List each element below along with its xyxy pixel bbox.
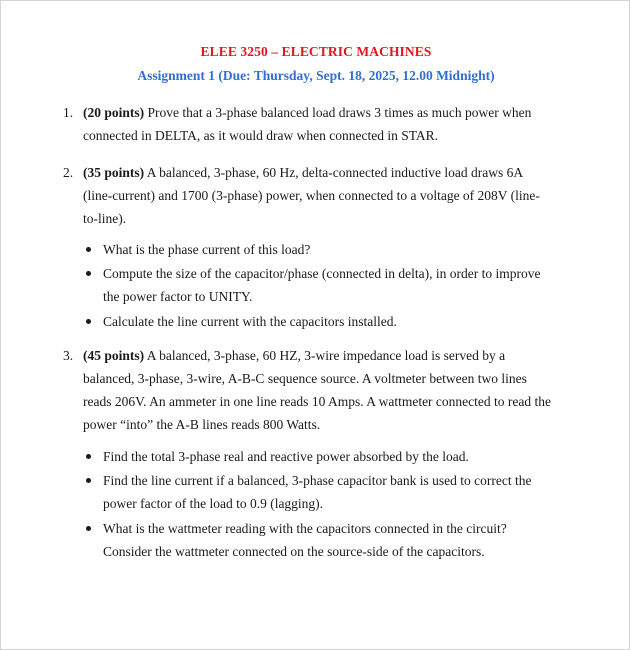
list-item-text: What is the phase current of this load? [103,242,311,257]
list-item-text: Calculate the line current with the capacitors installed. [103,314,397,329]
question-body: A balanced, 3-phase, 60 Hz, delta-connected inductive load draws 6A (line-current) and 1700 (3-phase) power, when connected to a voltage of 208V (line-to-line). [83,165,540,226]
document-title: ELEE 3250 – ELECTRIC MACHINES [200,44,432,59]
bullet-icon [86,271,91,276]
question-text [83,344,553,436]
bullet-icon [86,478,91,483]
list-item-text: Find the line current if a balanced, 3-phase capacitor bank is used to correct the power factor of the load to 0.9 (lagging). [103,473,532,511]
question-number: 3. [63,348,74,363]
bullet-icon [86,247,91,252]
assignment-subtitle: Assignment 1 (Due: Thursday, Sept. 18, 2025, 12.00 Midnight) [137,68,495,83]
bullet-icon [86,454,91,459]
question-points: (35 points) [83,165,145,180]
bullet-icon [86,319,91,324]
list-item-text: Compute the size of the capacitor/phase (connected in delta), in order to improve the power factor to UNITY. [103,266,541,304]
question-text [83,161,553,230]
question-number: 1. [63,105,74,120]
question-body: Prove that a 3-phase balanced load draws 3 times as much power when connected in DELTA, as it would draw when connected in STAR. [83,105,532,143]
list-item-text: What is the wattmeter reading with the capacitors connected in the circuit? Consider the wattmeter connected on the source-side of the capacitors. [103,521,507,559]
question-body: A balanced, 3-phase, 60 HZ, 3-wire impedance load is served by a balanced, 3-phase, 3-wire, A-B-C sequence source. A voltmeter between two lines reads 206V. An ammeter in one line reads 10 Amps. A wattmeter connected to read the power “into” the A-B lines reads 800 Watts. [83,348,551,432]
question-points: (20 points) [83,105,145,120]
question-points: (45 points) [83,348,145,363]
bullet-icon [86,526,91,531]
question-number: 2. [63,165,74,180]
list-item-text: Find the total 3-phase real and reactive power absorbed by the load. [103,449,469,464]
question-text [83,101,553,147]
